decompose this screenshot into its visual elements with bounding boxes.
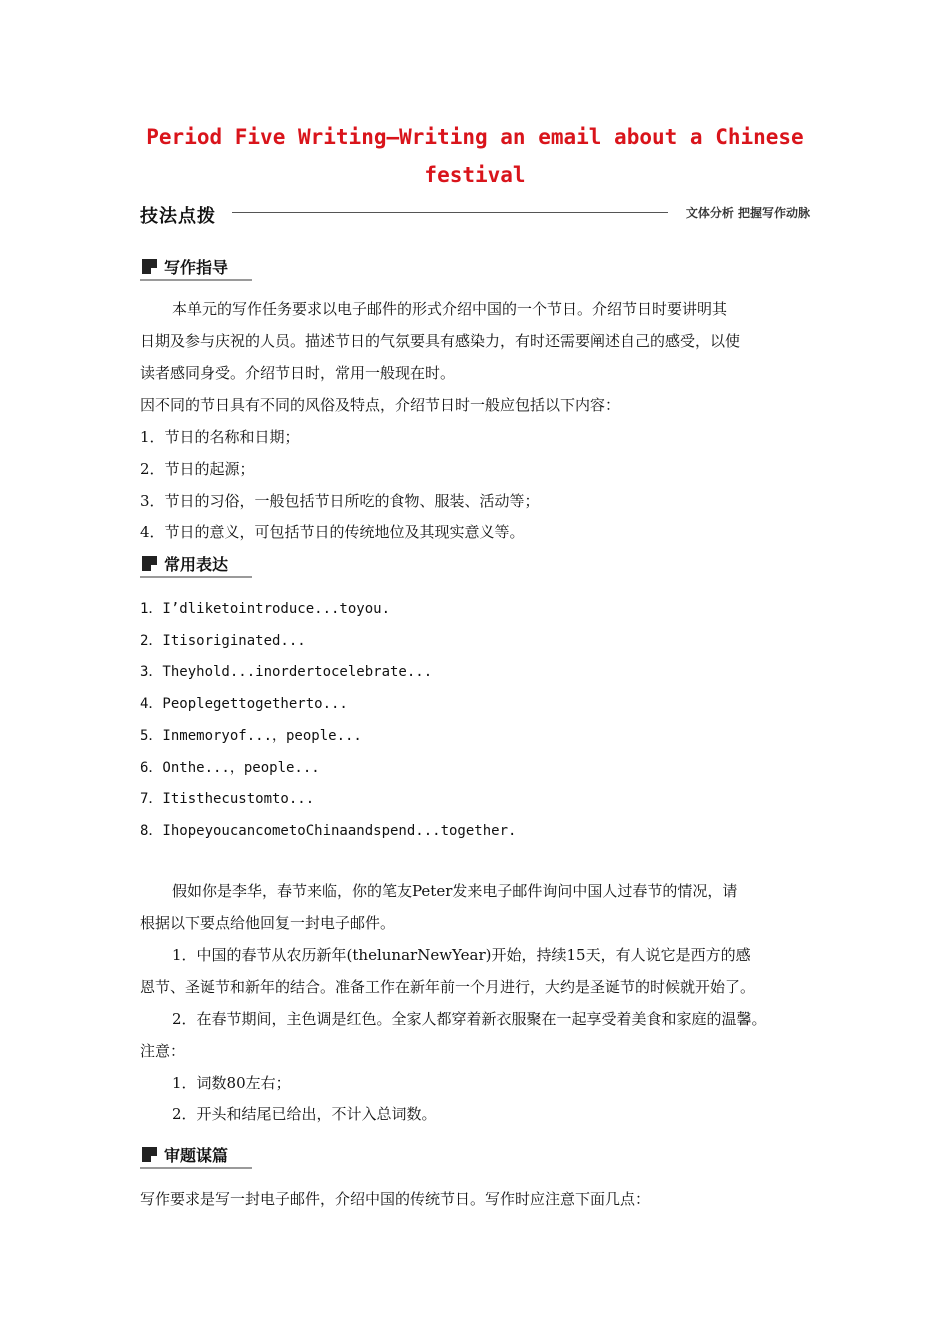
expression-item: 3．Theyhold...inordertocelebrate... [140,664,433,680]
task-point-1-line: 恩节、圣诞节和新年的结合。准备工作在新年前一个月进行，大约是圣诞节的时候就开始了。 [140,978,756,996]
expression-item: 2．Itisoriginated... [140,633,306,649]
expression-item: 8．IhopeyoucancometoChinaandspend...together. [140,823,517,839]
guide-paragraph-line: 读者感同身受。介绍节日时，常用一般现在时。 [140,364,456,382]
banner-title: 技法点拨 [140,206,216,227]
section-underline [140,1167,252,1169]
section-heading-label: 写作指导 [164,258,229,277]
section-heading-label: 审题谋篇 [164,1146,229,1165]
page-title-line-2: festival [424,163,526,187]
task-intro-line: 假如你是李华，春节来临，你的笔友Peter发来电子邮件询问中国人过春节的情况，请 [172,882,738,900]
task-note-label: 注意： [140,1042,186,1060]
section-heading-expressions [140,552,252,578]
analysis-paragraph: 写作要求是写一封电子邮件，介绍中国的传统节日。写作时应注意下面几点： [140,1190,651,1208]
guide-list-item: 4．节日的意义，可包括节日的传统地位及其现实意义等。 [140,523,525,541]
guide-paragraph-2: 因不同的节日具有不同的风俗及特点，介绍节日时一般应包括以下内容： [140,396,621,414]
banner-divider [232,212,668,213]
task-point-2: 2．在春节期间，主色调是红色。全家人都穿着新衣服聚在一起享受着美食和家庭的温馨。 [172,1010,767,1028]
section-banner [140,200,810,230]
guide-paragraph-line: 日期及参与庆祝的人员。描述节日的气氛要具有感染力，有时还需要阐述自己的感受，以使 [140,332,741,350]
section-heading-label: 常用表达 [164,555,229,574]
task-note-item: 2．开头和结尾已给出，不计入总词数。 [172,1105,437,1123]
expression-item: 5．Inmemoryof...，people... [140,728,362,744]
task-intro-line: 根据以下要点给他回复一封电子邮件。 [140,914,396,932]
expression-item: 4．Peoplegettogetherto... [140,696,348,712]
task-point-1-line: 1．中国的春节从农历新年(thelunarNewYear)开始，持续15天，有人说它是西方的感 [172,946,751,964]
expression-item: 1．I’dliketointroduce...toyou. [140,601,391,617]
section-marker-icon [142,259,157,274]
section-marker-icon [142,556,157,571]
guide-list-item: 2．节日的起源； [140,460,255,478]
section-heading-analysis [140,1143,252,1169]
page-title-line-1: Period Five Writing—Writing an email about a Chinese [146,125,804,149]
guide-list-item: 3．节日的习俗，一般包括节日所吃的食物、服装、活动等； [140,492,540,510]
expression-item: 6．Onthe...，people... [140,760,320,776]
banner-subtitle: 文体分析 把握写作动脉 [685,206,810,220]
guide-list-item: 1．节日的名称和日期； [140,428,300,446]
section-underline [140,576,252,578]
section-underline [140,279,252,281]
section-heading-guide [140,255,252,281]
task-note-item: 1．词数80左右； [172,1074,291,1092]
guide-paragraph-line: 本单元的写作任务要求以电子邮件的形式介绍中国的一个节日。介绍节日时要讲明其 [172,300,728,318]
section-marker-icon [142,1147,157,1162]
expression-item: 7．Itisthecustomto... [140,791,315,807]
